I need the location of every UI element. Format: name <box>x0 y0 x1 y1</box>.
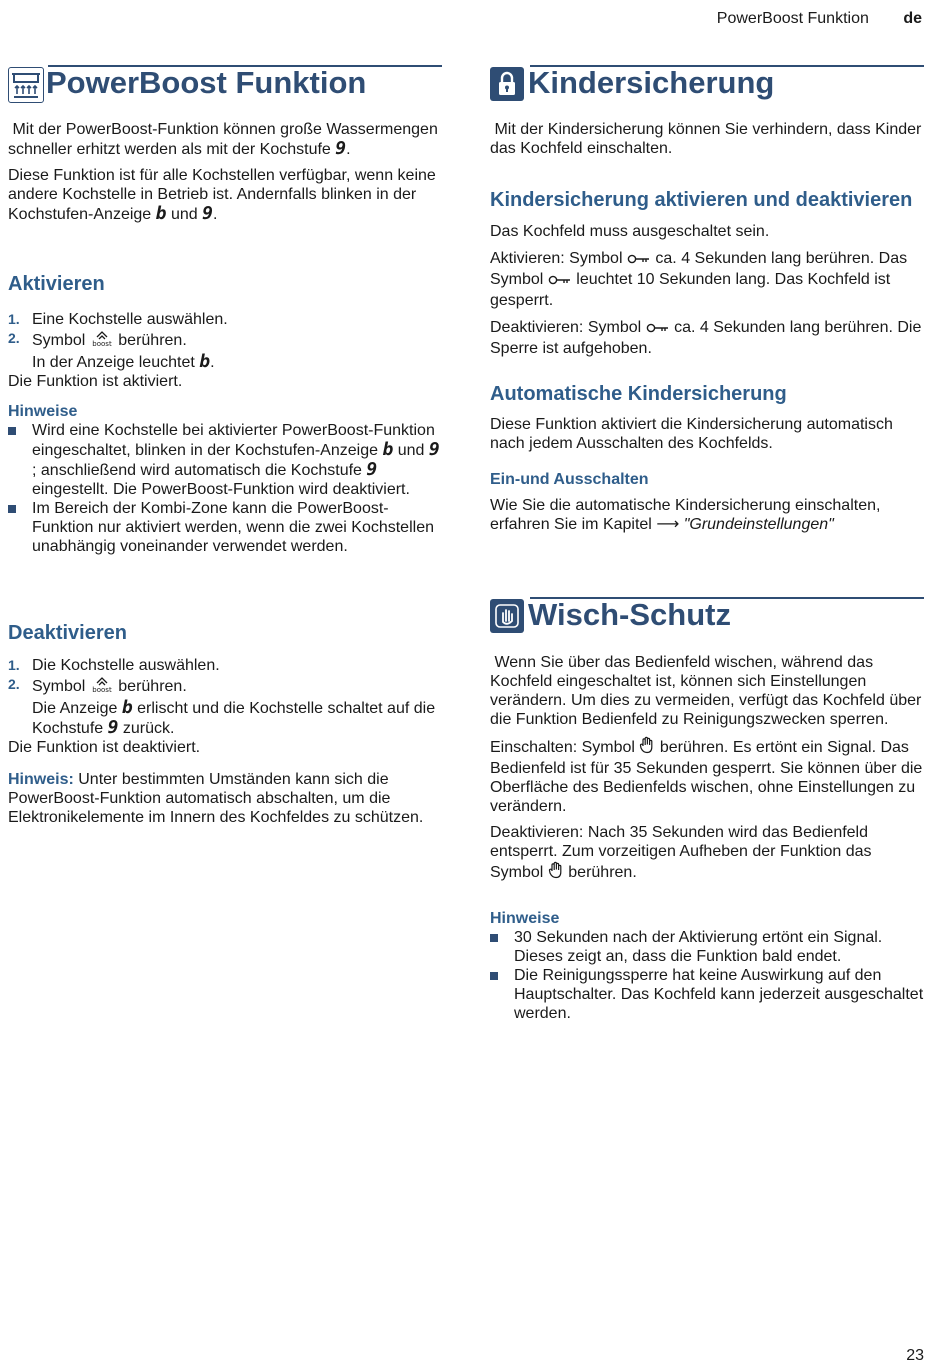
kochstufe-9-glyph: 9 <box>335 138 347 159</box>
wipe-note-1: 30 Sekunden nach der Aktivierung ertönt ein Signal. Dieses zeigt an, dass die Funktion bald endet. <box>490 928 924 966</box>
wipe-notes <box>490 909 924 1023</box>
wipe-section-header <box>490 597 924 637</box>
page-number: 23 <box>906 1347 924 1364</box>
final-note-text: Unter bestimmten Umständen kann sich die PowerBoost-Funktion automatisch abschalten, um die Elektronikelemente im Innern des Kochfeldes zu schützen. <box>8 771 424 826</box>
notes-list <box>8 421 442 556</box>
deactivate-title: Deaktivieren <box>8 622 127 644</box>
deactivate-step-2: 2. Symbol boost berühren. Die Anzeige b erlischt und die Kochstelle schaltet auf die Kochstufe 9 zurück. <box>8 676 436 738</box>
wipe-p2: Deaktivieren: Nach 35 Sekunden wird das Bedienfeld entsperrt. Zum vorzeitigen Aufheben der Funktion das Symbol berühren. <box>490 823 924 884</box>
auto-child-lock-text: Diese Funktion aktiviert die Kindersicherung automatisch nach jedem Ausschalten des Kochfelds. <box>490 416 893 452</box>
activate-title: Aktivieren <box>8 273 105 295</box>
wipe-p1: Einschalten: Symbol berühren. Es ertönt ein Signal. Das Bedienfeld ist für 35 Sekunden gesperrt. Sie können über die Oberfläche des Bedienfelds wischen, ohne Einstellungen zu verändern. <box>490 736 924 816</box>
key-icon <box>548 272 572 291</box>
powerboost-notes <box>8 402 442 556</box>
svg-text:boost: boost <box>92 340 112 347</box>
key-icon <box>646 320 670 339</box>
wipe-content <box>490 653 924 884</box>
deactivate-result: Die Funktion ist deaktiviert. <box>8 739 201 756</box>
page-header <box>717 9 922 28</box>
boost-symbol-icon <box>90 329 114 352</box>
powerboost-pot-icon <box>8 67 44 103</box>
child-lock-intro: Mit der Kindersicherung können Sie verhindern, dass Kinder das Kochfeld einschalten. <box>490 121 922 157</box>
powerboost-section-header <box>8 65 442 105</box>
note-item-2: Im Bereich der Kombi-Zone kann die PowerBoost-Funktion nur aktiviert werden, wenn die zwei Kochstellen unabhängig voneinander verwendet werden. <box>8 499 442 556</box>
notes-title: Hinweise <box>8 403 78 420</box>
chapter-reference: "Grundeinstellungen" <box>683 516 834 533</box>
auto-child-lock-title: Automatische Kindersicherung <box>490 383 787 405</box>
hand-icon <box>548 861 564 884</box>
kochstufe-9-glyph: 9 <box>107 717 119 738</box>
activate-section <box>8 272 442 391</box>
powerboost-section-title: PowerBoost Funktion <box>46 65 367 100</box>
kochstufe-9-glyph: 9 <box>202 203 213 224</box>
kochstufe-9-glyph: 9 <box>366 459 378 480</box>
auto-child-lock <box>490 382 924 453</box>
activate-result: Die Funktion ist aktiviert. <box>8 373 183 390</box>
intro-paragraph-2: Diese Funktion ist für alle Kochstellen verfügbar, wenn keine andere Kochstelle in Betrieb ist. Andernfalls blinken in der Kochstufen-Anzeige b und 9. <box>8 167 436 224</box>
activate-step-1: 1. Eine Kochstelle auswählen. <box>8 311 228 328</box>
kochstufe-b-glyph: b <box>382 439 394 460</box>
kochstufe-b-glyph: b <box>121 697 133 718</box>
child-lock-sub1-title: Kindersicherung aktivieren und deaktivieren <box>490 189 913 211</box>
activate-step-2: 2. Symbol boost berühren. In der Anzeige leuchtet b. <box>8 330 215 372</box>
deactivate-step-1: 1. Die Kochstelle auswählen. <box>8 657 220 674</box>
on-off-title: Ein-und Ausschalten <box>490 471 649 488</box>
key-icon <box>627 251 651 270</box>
wipe-section-title: Wisch-Schutz <box>528 597 731 632</box>
wipe-hand-icon <box>490 599 524 633</box>
wipe-notes-title: Hinweise <box>490 910 560 927</box>
intro-paragraph-1: Mit der PowerBoost-Funktion können große Wassermengen schneller erhitzt werden als mit der Kochstufe 9. <box>8 121 438 159</box>
on-off-section <box>490 470 924 534</box>
child-lock-p1: Das Kochfeld muss ausgeschaltet sein. <box>490 223 770 240</box>
kochstufe-b-glyph: b <box>155 203 167 224</box>
header-title: PowerBoost Funktion <box>716 10 869 27</box>
activate-steps <box>8 310 442 372</box>
child-lock-p3: Deaktivieren: Symbol ca. 4 Sekunden lang berühren. Die Sperre ist aufgehoben. <box>490 319 922 357</box>
child-lock-activation <box>490 188 924 358</box>
final-note-label: Hinweis: <box>8 771 74 788</box>
boost-symbol-icon <box>90 675 114 698</box>
arrow-right-icon: ⟶ <box>656 516 680 533</box>
kochstufe-9-glyph: 9 <box>428 439 440 460</box>
deactivate-section <box>8 621 442 757</box>
child-lock-p2: Aktivieren: Symbol ca. 4 Sekunden lang berühren. Das Symbol leuchtet 10 Sekunden lang. Das Kochfeld ist gesperrt. <box>490 250 908 309</box>
final-note <box>8 770 442 827</box>
child-lock-section-title: Kindersicherung <box>528 65 775 100</box>
header-language: de <box>903 10 922 27</box>
kochstufe-b-glyph: b <box>199 351 211 372</box>
deactivate-steps <box>8 656 442 738</box>
child-lock-section-header <box>490 65 924 105</box>
on-off-text: Wie Sie die automatische Kindersicherung einschalten, erfahren Sie im Kapitel ⟶ "Grundeinstellungen" <box>490 497 881 533</box>
note-item-1: Wird eine Kochstelle bei aktivierter PowerBoost-Funktion eingeschaltet, blinken in der Kochstufen-Anzeige b und 9; anschließend wird automatisch die Kochstufe 9 eingestellt. Die PowerBoost-Funktion wird deaktiviert. <box>8 421 442 499</box>
hand-icon <box>639 736 655 759</box>
padlock-icon <box>490 67 524 101</box>
wipe-notes-list <box>490 928 924 1023</box>
svg-text:boost: boost <box>92 686 112 693</box>
wipe-note-2: Die Reinigungssperre hat keine Auswirkung auf den Hauptschalter. Das Kochfeld kann jederzeit ausgeschaltet werden. <box>490 966 924 1023</box>
wipe-intro: Wenn Sie über das Bedienfeld wischen, während das Kochfeld eingeschaltet ist, können sich Einstellungen verändern. Um dies zu vermeiden, verfügt das Kochfeld über die Funktion Bedienfeld zu Reinigungszwecken sperren. <box>490 654 922 728</box>
powerboost-intro <box>8 120 442 224</box>
